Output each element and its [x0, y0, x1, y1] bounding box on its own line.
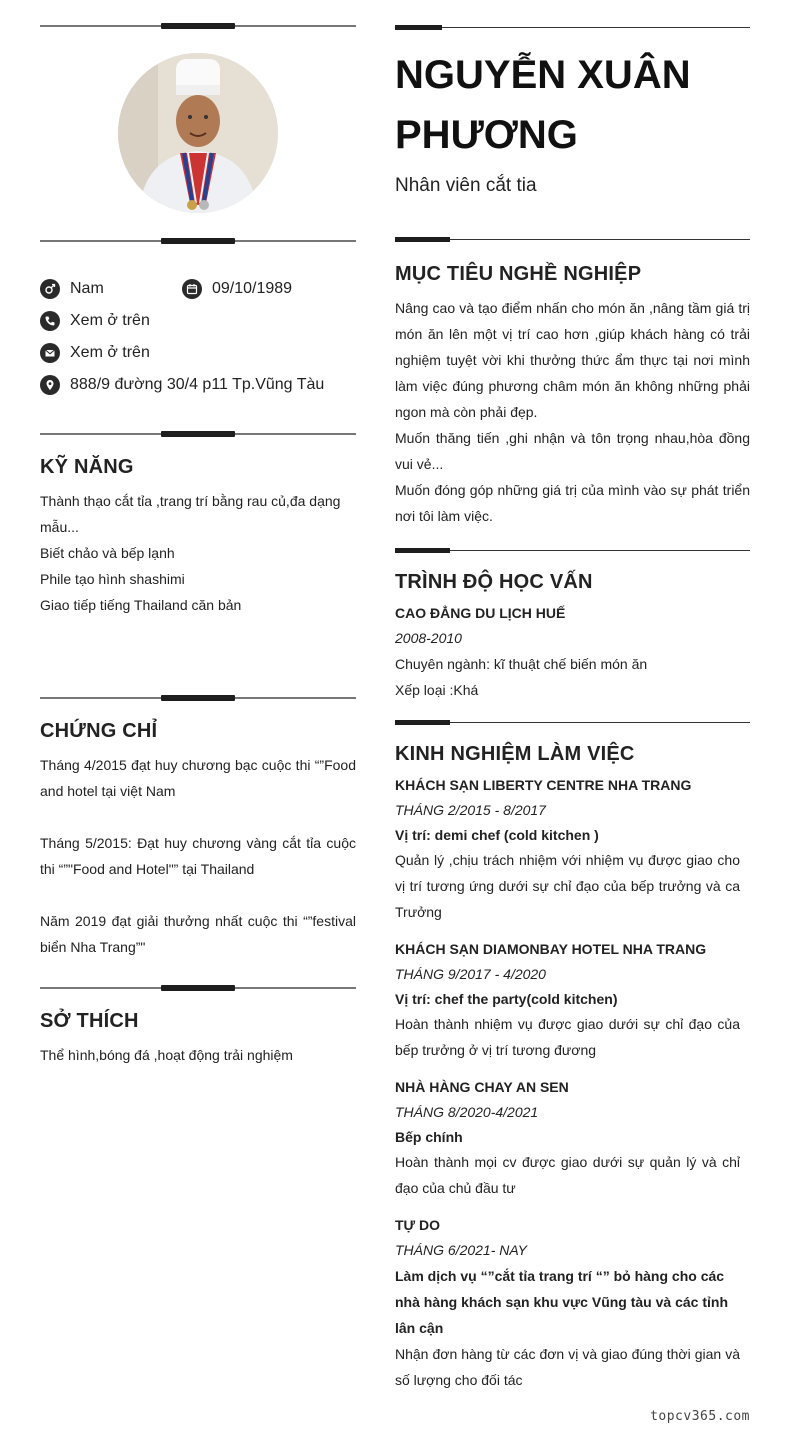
- phone-icon: [40, 311, 60, 331]
- objective-paragraph: Nâng cao và tạo điểm nhấn cho món ăn ,nâng tầm giá trị món ăn lên một vị trí cao hơn ,giúp khách hàng có trải nghiệm tuyệt vời khi thưởng thức ẩm thực tại nơi mình làm việc đúng phương châm món ăn không những phải ngon mà còn phải đẹp.: [395, 300, 750, 420]
- skill-item: Thành thạo cắt tỉa ,trang trí bằng rau củ,đa dạng mẫu...: [40, 493, 341, 535]
- company-name: KHÁCH SẠN DIAMONBAY HOTEL NHA TRANG: [395, 941, 707, 957]
- education-block: [395, 601, 750, 703]
- divider: [40, 238, 356, 244]
- certificate-item: Năm 2019 đạt giải thưởng nhất cuộc thi “”festival biển Nha Trang”": [40, 913, 356, 955]
- skill-item: Giao tiếp tiếng Thailand căn bản: [40, 597, 242, 613]
- skills-list: [40, 488, 356, 618]
- watermark: topcv365.com: [650, 1409, 750, 1424]
- address-value: 888/9 đường 30/4 p11 Tp.Vũng Tàu: [70, 376, 325, 393]
- skill-item: Phile tạo hình shashimi: [40, 571, 185, 587]
- objective-paragraph: Muốn đóng góp những giá trị của mình vào sự phát triển nơi tôi làm việc.: [395, 482, 750, 524]
- experience-item: [395, 1075, 750, 1201]
- company-name: KHÁCH SẠN LIBERTY CENTRE NHA TRANG: [395, 777, 692, 793]
- chef-photo: [118, 53, 278, 213]
- education-title: TRÌNH ĐỘ HỌC VẤN: [395, 571, 593, 593]
- experience-list: [395, 773, 750, 1405]
- work-description: Hoàn thành mọi cv được giao dưới sự quản lý và chỉ đạo của chủ đầu tư: [395, 1154, 740, 1196]
- work-position: Làm dịch vụ “”cắt tỉa trang trí “” bỏ hàng cho các nhà hàng khách sạn khu vực Vũng tàu và các tỉnh lân cận: [395, 1268, 728, 1336]
- hobbies-text: Thể hình,bóng đá ,hoạt động trải nghiệm: [40, 1047, 293, 1063]
- experience-item: [395, 937, 750, 1063]
- experience-item: [395, 773, 750, 925]
- avatar: [118, 53, 278, 213]
- divider: [395, 25, 750, 30]
- divider: [395, 720, 750, 725]
- divider: [40, 985, 356, 991]
- certificates-list: [40, 752, 356, 960]
- work-date: THÁNG 9/2017 - 4/2020: [395, 966, 546, 982]
- experience-title: KINH NGHIỆM LÀM VIỆC: [395, 743, 635, 765]
- school-major: Chuyên ngành: kĩ thuật chế biến món ăn: [395, 656, 648, 672]
- email-value: Xem ở trên: [70, 344, 150, 361]
- certificates-title: CHỨNG CHỈ: [40, 720, 158, 742]
- divider: [395, 237, 750, 242]
- experience-item: [395, 1213, 750, 1393]
- phone-value: Xem ở trên: [70, 312, 150, 329]
- divider: [40, 23, 356, 29]
- objective-paragraph: Muốn thăng tiến ,ghi nhận và tôn trọng nhau,hòa đồng vui vẻ...: [395, 430, 750, 472]
- work-position: Bếp chính: [395, 1129, 463, 1145]
- calendar-icon: [182, 279, 202, 299]
- gender-icon: [40, 279, 60, 299]
- work-date: THÁNG 2/2015 - 8/2017: [395, 802, 546, 818]
- divider: [40, 431, 356, 437]
- hobbies-title: SỞ THÍCH: [40, 1010, 139, 1032]
- school-years: 2008-2010: [395, 630, 462, 646]
- certificate-item: Tháng 4/2015 đạt huy chương bạc cuộc thi “”Food and hotel tại việt Nam: [40, 757, 356, 799]
- skill-item: Biết chảo và bếp lạnh: [40, 545, 175, 561]
- work-description: Quản lý ,chịu trách nhiệm với nhiệm vụ được giao cho vị trí tương ứng dưới sự chỉ đạo của bếp trưởng và ca Trưởng: [395, 852, 740, 920]
- address-row: [40, 374, 324, 396]
- objective-text: [395, 295, 750, 529]
- birthday-value: 09/10/1989: [212, 280, 293, 297]
- work-description: Nhận đơn hàng từ các đơn vị và giao đúng thời gian và số lượng cho đối tác: [395, 1346, 740, 1388]
- gender-row: [40, 278, 104, 300]
- certificate-item: Tháng 5/2015: Đạt huy chương vàng cắt tỉa cuộc thi “”"Food and Hotel"” tại Thailand: [40, 835, 356, 877]
- company-name: TỰ DO: [395, 1217, 441, 1233]
- objective-title: MỤC TIÊU NGHỀ NGHIỆP: [395, 263, 642, 285]
- candidate-name: NGUYỄN XUÂN PHƯƠNG: [395, 53, 691, 157]
- skills-title: KỸ NĂNG: [40, 456, 134, 478]
- divider: [395, 548, 750, 553]
- email-row: [40, 342, 150, 364]
- job-title: Nhân viên cắt tia: [395, 175, 537, 196]
- divider: [40, 695, 356, 701]
- gender-value: Nam: [70, 280, 104, 297]
- mail-icon: [40, 343, 60, 363]
- work-position: Vị trí: chef the party(cold kitchen): [395, 991, 618, 1007]
- work-position: Vị trí: demi chef (cold kitchen ): [395, 827, 599, 843]
- work-date: THÁNG 8/2020-4/2021: [395, 1104, 539, 1120]
- work-date: THÁNG 6/2021- NAY: [395, 1242, 528, 1258]
- company-name: NHÀ HÀNG CHAY AN SEN: [395, 1079, 569, 1095]
- work-description: Hoàn thành nhiệm vụ được giao dưới sự chỉ đạo của bếp trưởng ở vị trí tương đương: [395, 1016, 740, 1058]
- phone-row: [40, 310, 150, 332]
- school-name: CAO ĐẲNG DU LỊCH HUẾ: [395, 605, 566, 621]
- birthday-row: [182, 278, 292, 300]
- school-grade: Xếp loại :Khá: [395, 682, 479, 698]
- location-pin-icon: [40, 375, 60, 395]
